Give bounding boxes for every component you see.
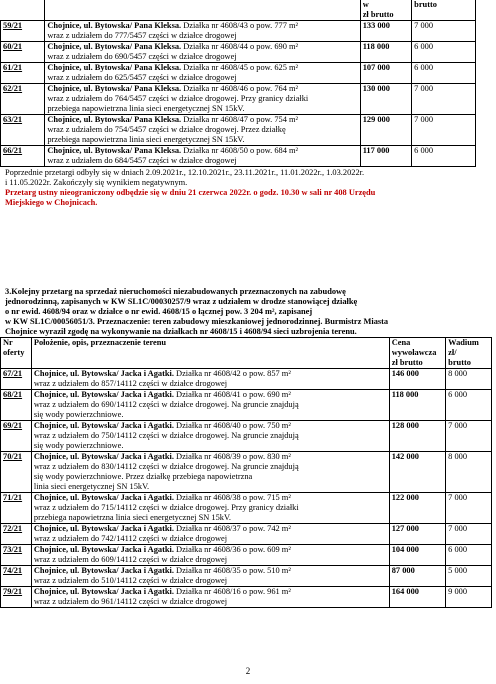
plot-description [45, 21, 360, 42]
description-line: Chojnice, ul. Bytowska/ Jacka i Agatki. Działka nr 4608/39 o pow. 830 m² [33, 452, 291, 461]
table-row [1, 21, 476, 42]
location-text: Chojnice, ul. Bytowska/ Pana Kleksa. [47, 146, 182, 155]
deposit-amount: 7 000 [412, 115, 476, 146]
location-text: Chojnice, ul. Bytowska/ Jacka i Agatki. [33, 545, 174, 554]
description-line: wraz z udziałem do 684/5457 części w działce drogowej [47, 156, 237, 165]
plots-table-1 [0, 0, 476, 167]
offer-number: 71/21 [1, 493, 32, 524]
starting-price: 118 000 [360, 42, 411, 63]
description-line: Chojnice, ul. Bytowska/ Pana Kleksa. Działka nr 4608/46 o pow. 764 m² [47, 84, 298, 93]
description-line: Chojnice, ul. Bytowska/ Jacka i Agatki. Działka nr 4608/41 o pow. 690 m² [33, 390, 291, 399]
description-line: Chojnice, ul. Bytowska/ Jacka i Agatki. Działka nr 4608/37 o pow. 742 m² [33, 524, 291, 533]
offer-number: 67/21 [1, 369, 32, 390]
offer-number: 69/21 [1, 421, 32, 452]
starting-price: 127 000 [389, 524, 445, 545]
deposit-amount: 9 000 [446, 587, 492, 608]
description-line: wraz z udziałem do 777/5457 części w działce drogowej [47, 31, 237, 40]
starting-price: 133 000 [360, 21, 411, 42]
location-text: Chojnice, ul. Bytowska/ Pana Kleksa. [47, 63, 182, 72]
price-header: w zł brutto [360, 0, 411, 21]
plot-description [45, 63, 360, 84]
description-line: wraz z udziałem do 764/5457 części w działce drogowej. Przy granicy działki [47, 94, 309, 103]
description-line: przebiega napowietrzna linia sieci energetycznej SN 15kV. [47, 104, 245, 113]
description-line: wraz z udziałem do 742/14112 części w działce drogowej [33, 534, 228, 543]
deposit-amount: 6 000 [412, 42, 476, 63]
table-row [1, 421, 492, 452]
starting-price: 117 000 [360, 146, 411, 167]
description-line: Chojnice, ul. Bytowska/ Jacka i Agatki. Działka nr 4608/38 o pow. 715 m² [33, 493, 291, 502]
previous-tenders-note-2: i 11.05.2022r. Zakończyły się wynikiem negatywnym. [5, 178, 188, 187]
deposit-amount: 7 000 [446, 493, 492, 524]
description-line: Chojnice, ul. Bytowska/ Jacka i Agatki. Działka nr 4608/40 o pow. 750 m² [33, 421, 291, 430]
offer-number: 60/21 [1, 42, 45, 63]
description-line: Chojnice, ul. Bytowska/ Pana Kleksa. Działka nr 4608/45 o pow. 625 m² [47, 63, 298, 72]
description-line: wraz z udziałem do 961/14112 części w działce drogowej [33, 597, 228, 606]
wadium-header: Wadium zł/ brutto [446, 338, 492, 369]
table-row [1, 63, 476, 84]
table-row [1, 566, 492, 587]
description-line: Chojnice, ul. Bytowska/ Jacka i Agatki. Działka nr 4608/16 o pow. 961 m² [33, 587, 291, 596]
description-line: wraz z udziałem do 690/14112 części w działce drogowej. Na gruncie znajdują [33, 400, 299, 409]
offer-number: 74/21 [1, 566, 32, 587]
tender-announcement-2: Miejskiego w Chojnicach. [5, 198, 98, 207]
location-text: Chojnice, ul. Bytowska/ Jacka i Agatki. [33, 452, 174, 461]
starting-price: 142 000 [389, 452, 445, 493]
section-3-intro: 3.Kolejny przetarg na sprzedaż nieruchomości niezabudowanych przeznaczonych na zabudowę jednorodzinną, zapisanych w KW SL1C/00030257/9 wraz z udziałem w drodze stanowiącej działkę o nr ewid. 4608/94 oraz w działce o nr ewid. 4608/15 o łącznej pow. 3 204 m², zapisanej w KW SL1C/00056051/3. Przeznaczenie: teren zabudowy mieszkaniowej jednorodzinnej. Burmistrz Miasta Chojnice wyraził zgodę na wykonywanie na działkach nr 4608/15 i 4608/94 sieci uzbrojenia terenu. [5, 287, 389, 336]
offer-number: 63/21 [1, 115, 45, 146]
notes-block [5, 168, 485, 208]
offer-number-header: Nr oferty [1, 338, 32, 369]
offer-number: 73/21 [1, 545, 32, 566]
location-text: Chojnice, ul. Bytowska/ Jacka i Agatki. [33, 524, 174, 533]
description-line: linia sieci energetycznej SN 15kV. [33, 482, 150, 491]
offer-number: 79/21 [1, 587, 32, 608]
description-line: wraz z udziałem do 510/14112 części w działce drogowej [33, 576, 228, 585]
starting-price: 146 000 [389, 369, 445, 390]
starting-price: 164 000 [389, 587, 445, 608]
location-text: Chojnice, ul. Bytowska/ Pana Kleksa. [47, 21, 182, 30]
table-row [1, 42, 476, 63]
location-text: Chojnice, ul. Bytowska/ Jacka i Agatki. [33, 587, 174, 596]
starting-price: 118 000 [389, 390, 445, 421]
plot-description [31, 369, 389, 390]
plot-description [31, 493, 389, 524]
plot-description [45, 146, 360, 167]
offer-number: 72/21 [1, 524, 32, 545]
location-text: Chojnice, ul. Bytowska/ Jacka i Agatki. [33, 421, 174, 430]
table-row [1, 452, 492, 493]
deposit-amount: 6 000 [412, 63, 476, 84]
deposit-amount: 6 000 [446, 390, 492, 421]
description-line: wraz z udziałem do 750/14112 części w działce drogowej. Na gruncie znajdują [33, 431, 299, 440]
description-line: się wody powierzchniowe. Przez działkę przebiega napowietrzna [33, 472, 253, 481]
description-line: Chojnice, ul. Bytowska/ Pana Kleksa. Działka nr 4608/47 o pow. 754 m² [47, 115, 298, 124]
plot-description [31, 421, 389, 452]
starting-price: 130 000 [360, 84, 411, 115]
description-line: się wody powierzchniowe. [33, 441, 124, 450]
page-number: 2 [245, 666, 251, 676]
deposit-amount: 7 000 [412, 21, 476, 42]
description-line: przebiega napowietrzna linia sieci energetycznej SN 15kV. [47, 135, 245, 144]
table-row [1, 493, 492, 524]
deposit-amount: 7 000 [412, 84, 476, 115]
description-line: wraz z udziałem do 625/5457 części w działce drogowej [47, 73, 237, 82]
starting-price: 128 000 [389, 421, 445, 452]
description-line: wraz z udziałem do 857/14112 części w działce drogowej [33, 379, 228, 388]
offer-number: 61/21 [1, 63, 45, 84]
table-row [1, 587, 492, 608]
description-line: Chojnice, ul. Bytowska/ Jacka i Agatki. Działka nr 4608/42 o pow. 857 m² [33, 369, 291, 378]
table-row [1, 524, 492, 545]
description-line: wraz z udziałem do 715/14112 części w działce drogowej. Przy granicy działki [33, 503, 299, 512]
location-text: Chojnice, ul. Bytowska/ Pana Kleksa. [47, 42, 182, 51]
tender-announcement: Przetarg ustny nieograniczony odbędzie się w dniu 21 czerwca 2022r. o godz. 10.30 w sali nr 408 Urzędu [5, 188, 376, 197]
table-row [1, 369, 492, 390]
table-row [1, 390, 492, 421]
plot-description [31, 587, 389, 608]
location-text: Chojnice, ul. Bytowska/ Pana Kleksa. [47, 84, 182, 93]
plots-table-2 [0, 337, 492, 608]
plot-description [31, 452, 389, 493]
starting-price: 107 000 [360, 63, 411, 84]
table-row [1, 545, 492, 566]
description-line: wraz z udziałem do 830/14112 części w działce drogowej. Na gruncie znajdują [33, 462, 299, 471]
table-1-header [1, 0, 476, 21]
table-row [1, 84, 476, 115]
location-text: Chojnice, ul. Bytowska/ Jacka i Agatki. [33, 493, 174, 502]
location-text: Chojnice, ul. Bytowska/ Jacka i Agatki. [33, 390, 174, 399]
plot-description [31, 524, 389, 545]
plot-description [45, 115, 360, 146]
starting-price: 104 000 [389, 545, 445, 566]
price-header: Cena wywoławcza zł brutto [389, 338, 445, 369]
offer-number: 70/21 [1, 452, 32, 493]
offer-number: 59/21 [1, 21, 45, 42]
plot-description [31, 545, 389, 566]
plot-description [31, 566, 389, 587]
deposit-amount: 7 000 [446, 421, 492, 452]
deposit-amount: 6 000 [446, 545, 492, 566]
location-text: Chojnice, ul. Bytowska/ Jacka i Agatki. [33, 566, 174, 575]
description-line: Chojnice, ul. Bytowska/ Jacka i Agatki. Działka nr 4608/35 o pow. 510 m² [33, 566, 291, 575]
table-row [1, 115, 476, 146]
description-line: się wody powierzchniowe. [33, 410, 124, 419]
deposit-amount: 7 000 [446, 524, 492, 545]
offer-number: 66/21 [1, 146, 45, 167]
description-line: przebiega napowietrzna linia sieci energetycznej SN 15kV. [33, 513, 232, 522]
table-row [1, 146, 476, 167]
deposit-amount: 8 000 [446, 452, 492, 493]
deposit-amount: 5 000 [446, 566, 492, 587]
description-line: wraz z udziałem do 609/14112 części w działce drogowej [33, 555, 228, 564]
description-line: Chojnice, ul. Bytowska/ Jacka i Agatki. Działka nr 4608/36 o pow. 609 m² [33, 545, 291, 554]
deposit-amount: 6 000 [412, 146, 476, 167]
wadium-header: brutto [412, 0, 476, 21]
table-2-header [1, 338, 492, 369]
location-text: Chojnice, ul. Bytowska/ Pana Kleksa. [47, 115, 182, 124]
starting-price: 129 000 [360, 115, 411, 146]
plot-description [45, 84, 360, 115]
plot-description [31, 390, 389, 421]
plot-description [45, 42, 360, 63]
deposit-amount: 8 000 [446, 369, 492, 390]
description-line: wraz z udziałem do 754/5457 części w działce drogowej. Przez działkę [47, 125, 286, 134]
starting-price: 122 000 [389, 493, 445, 524]
offer-number: 62/21 [1, 84, 45, 115]
description-line: wraz z udziałem do 690/5457 części w działce drogowej [47, 52, 237, 61]
description-line: Chojnice, ul. Bytowska/ Pana Kleksa. Działka nr 4608/50 o pow. 684 m² [47, 146, 298, 155]
offer-number: 68/21 [1, 390, 32, 421]
previous-tenders-note: Poprzednie przetargi odbyły się w dniach 2.09.2021r., 12.10.2021r., 23.11.2021r., 11.01.2022r., 1.03.2022r. [5, 168, 365, 177]
starting-price: 87 000 [389, 566, 445, 587]
location-text: Chojnice, ul. Bytowska/ Jacka i Agatki. [33, 369, 174, 378]
description-line: Chojnice, ul. Bytowska/ Pana Kleksa. Działka nr 4608/43 o pow. 777 m² [47, 21, 298, 30]
description-header: Położenie, opis, przeznaczenie terenu [31, 338, 389, 369]
description-line: Chojnice, ul. Bytowska/ Pana Kleksa. Działka nr 4608/44 o pow. 690 m² [47, 42, 298, 51]
